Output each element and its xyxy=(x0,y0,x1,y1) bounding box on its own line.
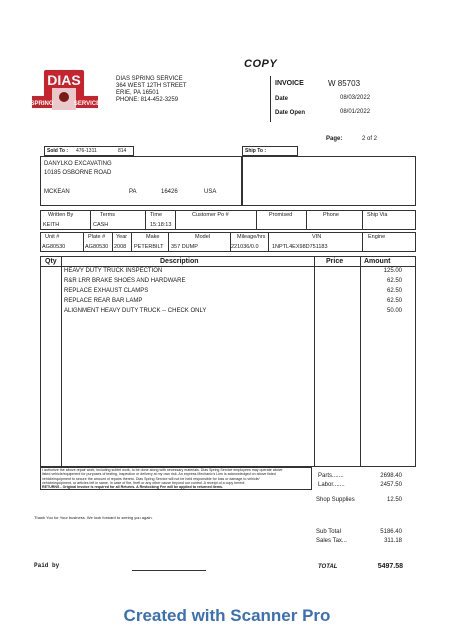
header-qty: Qty xyxy=(45,258,57,265)
line-item-1-description: HEAVY DUTY TRUCK INSPECTION xyxy=(64,268,163,274)
shop-supplies-value: 12.50 xyxy=(386,497,402,503)
logo-sub-left: SPRING xyxy=(30,101,54,107)
value-terms: CASH xyxy=(93,222,109,228)
labor-value: 2457.50 xyxy=(380,482,402,488)
header-mileage: Mileage/hrs xyxy=(237,234,266,240)
subtotal-value: 5186.40 xyxy=(380,529,402,535)
logo-text: DIAS xyxy=(47,72,81,88)
sold-to-name: DANYLKO EXCAVATING xyxy=(44,161,112,167)
sales-tax-value: 311.18 xyxy=(384,538,402,544)
company-city: ERIE, PA 16501 xyxy=(116,90,159,96)
ship-to-label: Ship To : xyxy=(245,148,267,154)
date-label: Date xyxy=(275,96,289,102)
line-item-4-amount: 62.50 xyxy=(386,298,402,304)
sales-tax-label: Sales Tax... xyxy=(316,538,347,544)
header-promised: Promised xyxy=(269,212,293,218)
sold-to-account: 476-1311 xyxy=(76,148,97,154)
line-item-5-description: ALIGNMENT HEAVY DUTY TRUCK -- CHECK ONLY xyxy=(64,308,207,314)
value-year: 2008 xyxy=(114,244,127,250)
line-item-2-description: R&R LRR BRAKE SHOES AND HARDWARE xyxy=(64,278,186,284)
sold-to-zip: 16426 xyxy=(161,189,178,195)
line-item-3-description: REPLACE EXHAUST CLAMPS xyxy=(64,288,149,294)
value-mileage: 221036/0.0 xyxy=(231,244,259,250)
date-value: 08/03/2022 xyxy=(340,95,371,101)
paid-by-label: Paid by xyxy=(34,562,60,569)
date-open-value: 08/01/2022 xyxy=(340,109,371,115)
parts-value: 2698.40 xyxy=(380,473,402,479)
company-name: DIAS SPRING SERVICE xyxy=(116,76,183,82)
header-make: Make xyxy=(146,234,160,240)
header-phone: Phone xyxy=(323,212,339,218)
header-vin: VIN xyxy=(312,234,322,240)
logo-sub-right: SERVICE xyxy=(73,101,101,107)
total-value: 5497.58 xyxy=(377,563,403,570)
company-info xyxy=(116,76,187,104)
page-value: 2 of 2 xyxy=(362,136,378,142)
value-written-by: KEITH xyxy=(43,222,60,228)
line-item-4-description: REPLACE REAR BAR LAMP xyxy=(64,298,143,304)
shop-supplies-label: Shop Supplies xyxy=(316,497,355,503)
copy-label: COPY xyxy=(244,58,278,70)
header-model: Model xyxy=(195,234,210,240)
header-terms: Terms xyxy=(100,212,115,218)
header-customer-po: Customer Po # xyxy=(192,212,229,218)
company-phone: PHONE: 814-452-3259 xyxy=(116,97,179,103)
line-item-2-amount: 62.50 xyxy=(386,278,402,284)
sold-to-country: USA xyxy=(204,189,217,195)
labor-label: Labor....... xyxy=(318,482,345,488)
value-model: 357 DUMP xyxy=(171,244,198,250)
sold-to-label: Sold To : xyxy=(47,148,69,154)
parts-label: Parts....... xyxy=(318,473,344,479)
terms-text: I authorize the above repair work, including sublet work, to be done along with necessary materials. Dias Spring Service employees may operate above listed vehicle/equipment for purposes of testing, inspection or delivery at my own risk. An express Mechanic's Lien is acknowledged on above listed vehicle/equipment to secure the amount of repairs thereto. Dias Spring Service will not be held responsible for loss or damage to vehicle/ vehicle/equipment, or articles left in same, in case of fire, theft or any other cause beyond our control. A receipt of a copy hereof. RETURNS - Original invoice is required for all Returns. A Restocking Fee will be applied to returned items. xyxy=(42,468,283,490)
header-engine: Engine xyxy=(368,234,386,240)
subtotal-label: Sub Total xyxy=(316,529,341,535)
value-unit: AG80530 xyxy=(42,244,66,250)
value-plate: AG80530 xyxy=(85,244,109,250)
scanner-pro-watermark: Created with Scanner Pro xyxy=(123,606,331,625)
header-ship-via: Ship Via xyxy=(367,212,388,218)
value-time: 15:18:13 xyxy=(150,222,172,228)
ship-to-box xyxy=(242,156,416,206)
line-item-3-amount: 62.50 xyxy=(386,288,402,294)
line-item-5-amount: 50.00 xyxy=(386,308,402,314)
header-description: Description xyxy=(160,258,199,265)
header-price: Price xyxy=(326,258,344,265)
company-street: 364 WEST 12TH STREET xyxy=(116,83,187,89)
sold-to-state: PA xyxy=(129,189,137,195)
company-logo xyxy=(30,66,110,116)
paid-by-line xyxy=(132,570,206,571)
line-item-1-amount: 125.00 xyxy=(383,268,402,274)
total-label: TOTAL xyxy=(318,564,338,570)
sold-to-city: MCKEAN xyxy=(44,189,70,195)
header-year: Year xyxy=(116,234,128,240)
page-label: Page: xyxy=(326,136,343,142)
invoice-number: W 85703 xyxy=(328,79,361,88)
header-written-by: Written By xyxy=(48,212,74,218)
thank-you-note: Thank You for Your business. We look forward to seeing you again. xyxy=(34,515,153,520)
header-amount: Amount xyxy=(364,258,391,265)
sold-to-ext: 814 xyxy=(118,148,127,154)
invoice-label: INVOICE xyxy=(275,80,304,87)
header-unit: Unit # xyxy=(45,234,60,240)
header-plate: Plate # xyxy=(88,234,106,240)
sold-to-address: 10185 OSBORNE ROAD xyxy=(44,170,112,176)
value-vin: 1NPTL4EX98D751183 xyxy=(272,244,328,250)
value-make: PETERBILT xyxy=(134,244,164,250)
header-time: Time xyxy=(150,212,163,218)
date-open-label: Date Open xyxy=(275,110,306,116)
